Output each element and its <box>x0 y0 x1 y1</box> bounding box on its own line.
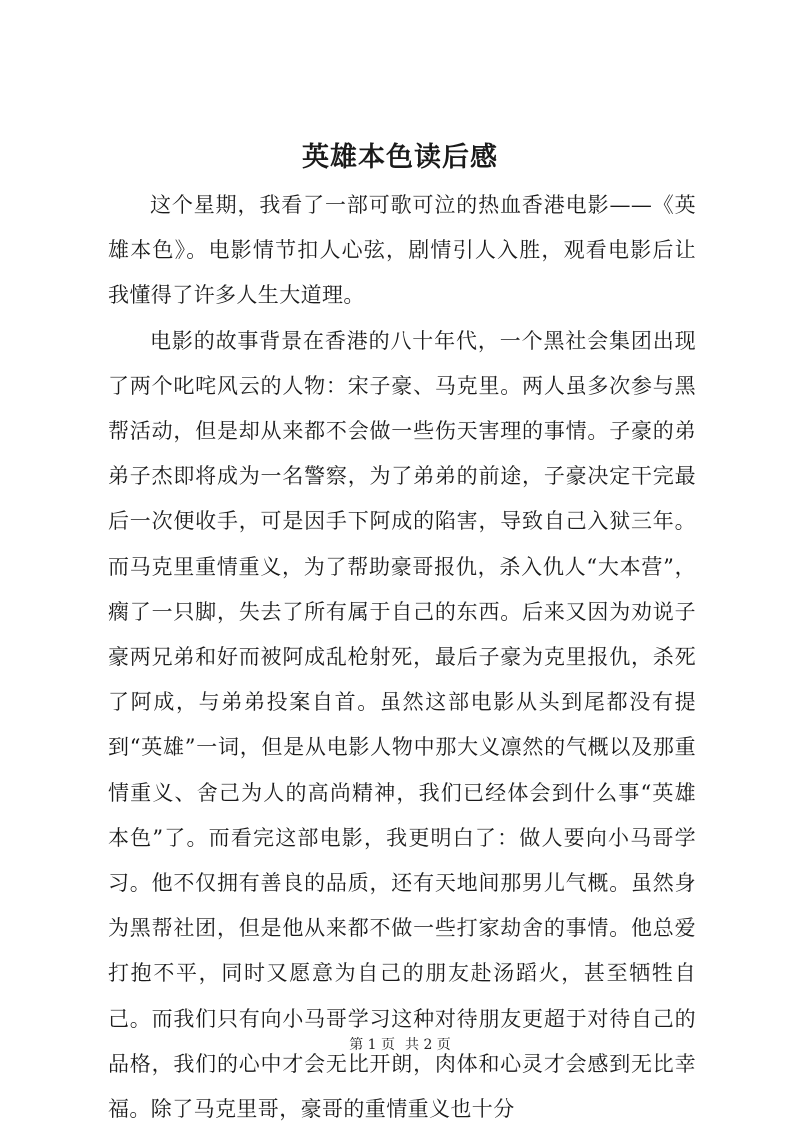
paragraph-intro: 这个星期，我看了一部可歌可泣的热血香港电影——《英雄本色》。电影情节扣人心弦，剧情引人入胜，观看电影后让我懂得了许多人生大道理。 <box>108 193 696 308</box>
page-total: 共 2 页 <box>405 1037 451 1053</box>
page-footer <box>0 1035 800 1055</box>
document-body <box>108 183 696 1132</box>
paragraph-story: 电影的故事背景在香港的八十年代，一个黑社会集团出现了两个叱咤风云的人物：宋子豪、马克里。两人虽多次参与黑帮活动，但是却从来都不会做一些伤天害理的事情。子豪的弟弟子杰即将成为一名警察，为了弟弟的前途，子豪决定干完最后一次便收手，可是因手下阿成的陷害，导致自己入狱三年。而马克里重情重义，为了帮助豪哥报仇，杀入仇人“大本营”，瘸了一只脚，失去了所有属于自己的东西。后来又因为劝说子豪两兄弟和好而被阿成乱枪射死，最后子豪为克里报仇，杀死了阿成，与弟弟投案自首。虽然这部电影从头到尾都没有提到“英雄”一词，但是从电影人物中那大义凛然的气概以及那重情重义、舍己为人的高尚精神，我们已经体会到什么事“英雄本色”了。而看完这部电影，我更明白了：做人要向小马哥学习。他不仅拥有善良的品质，还有天地间那男儿气概。虽然身为黑帮社团，但是他从来都不做一些打家劫舍的事情。他总爱打抱不平，同时又愿意为自己的朋友赴汤蹈火，甚至牺牲自己。而我们只有向小马哥学习这种对待朋友更超于对待自己的品格，我们的心中才会无比开朗，肉体和心灵才会感到无比幸福。除了马克里哥，豪哥的重情重义也十分 <box>108 328 696 1122</box>
page-number: 第 1 页 <box>349 1037 395 1053</box>
document-title: 英雄本色读后感 <box>302 142 498 173</box>
